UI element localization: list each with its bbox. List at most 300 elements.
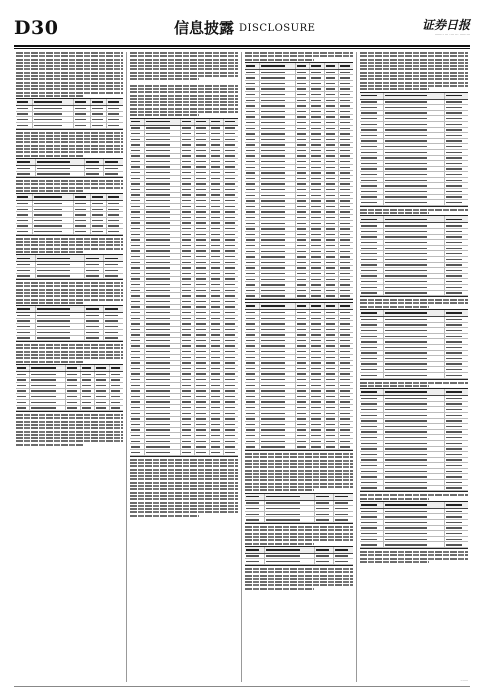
table-cell — [260, 187, 296, 192]
table-cell — [16, 172, 36, 177]
table-cell — [360, 424, 384, 429]
table-cell — [33, 123, 75, 128]
text-line — [130, 114, 199, 116]
table-cell — [339, 377, 353, 382]
table-cell — [145, 321, 181, 326]
text-line — [130, 104, 238, 106]
text-line — [360, 52, 468, 54]
table-row — [360, 200, 468, 206]
table-cell — [325, 227, 340, 232]
table-cell — [310, 333, 325, 338]
table-cell — [181, 428, 196, 433]
table-cell — [66, 406, 80, 411]
table-cell — [384, 263, 445, 268]
table-cell — [36, 319, 85, 324]
table-cell — [224, 142, 238, 147]
table-cell — [91, 112, 108, 117]
table-cell — [210, 137, 225, 142]
table-cell — [339, 238, 353, 243]
table-cell — [224, 321, 238, 326]
table-cell — [260, 176, 296, 181]
table-cell — [325, 321, 340, 326]
table-cell — [296, 63, 311, 69]
text-line — [130, 469, 238, 471]
table-cell — [245, 361, 260, 366]
text-line — [245, 529, 353, 531]
table-cell — [85, 313, 105, 318]
table-cell — [360, 200, 384, 205]
text-line — [245, 59, 314, 61]
table-cell — [245, 271, 260, 276]
table-cell — [260, 383, 296, 388]
table-cell — [445, 189, 468, 194]
table-cell — [181, 187, 196, 192]
table-cell — [325, 316, 340, 321]
table-cell — [130, 344, 145, 349]
table-cell — [210, 271, 225, 276]
table-cell — [310, 294, 325, 299]
table-cell — [85, 166, 105, 171]
table-cell — [210, 282, 225, 287]
table-cell — [296, 271, 311, 276]
table-cell — [130, 249, 145, 254]
table-cell — [181, 333, 196, 338]
table-cell — [245, 383, 260, 388]
table-cell — [181, 210, 196, 215]
table-cell — [339, 417, 353, 422]
table-cell — [16, 166, 36, 171]
table-cell — [195, 221, 210, 226]
table-cell — [16, 336, 36, 341]
table-cell — [260, 349, 296, 354]
text-line — [130, 482, 238, 484]
table-cell — [245, 405, 260, 410]
text-line — [360, 212, 429, 214]
table-cell — [195, 137, 210, 142]
table-cell — [224, 400, 238, 405]
text-line — [16, 357, 123, 359]
table-cell — [91, 218, 108, 223]
table-cell — [384, 413, 445, 418]
table-row — [16, 229, 123, 235]
table-cell — [325, 120, 340, 125]
table-cell — [145, 439, 181, 444]
table-cell — [245, 165, 260, 170]
table-cell — [181, 182, 196, 187]
table-cell — [195, 411, 210, 416]
table-cell — [445, 458, 468, 463]
text-line — [16, 292, 123, 294]
table-cell — [130, 182, 145, 187]
table-cell — [36, 336, 85, 341]
table-cell — [181, 148, 196, 153]
table-cell — [260, 344, 296, 349]
table-cell — [245, 227, 260, 232]
table-cell — [181, 327, 196, 332]
table-cell — [195, 366, 210, 371]
table-cell — [339, 361, 353, 366]
text-line — [130, 459, 238, 461]
table-cell — [325, 109, 340, 114]
table-cell — [195, 293, 210, 298]
table-cell — [66, 365, 80, 371]
table-cell — [210, 344, 225, 349]
table-cell — [310, 428, 325, 433]
table-cell — [339, 137, 353, 142]
table-cell — [181, 439, 196, 444]
header-rule-thin — [14, 48, 470, 49]
table-cell — [339, 210, 353, 215]
table-cell — [81, 394, 95, 399]
table-cell — [310, 439, 325, 444]
table-cell — [145, 310, 181, 315]
table-cell — [181, 377, 196, 382]
table-cell — [360, 469, 384, 474]
table-cell — [445, 93, 468, 99]
table-cell — [260, 338, 296, 343]
text-line — [360, 78, 468, 80]
table-cell — [260, 126, 296, 131]
table-cell — [384, 100, 445, 105]
table-cell — [325, 417, 340, 422]
table-cell — [310, 344, 325, 349]
table-cell — [325, 87, 340, 92]
table-cell — [296, 260, 311, 265]
table-cell — [384, 509, 445, 514]
table-cell — [181, 383, 196, 388]
table-cell — [181, 417, 196, 422]
table-cell — [260, 277, 296, 282]
table-cell — [384, 407, 445, 412]
table-cell — [265, 517, 315, 522]
table-cell — [16, 330, 36, 335]
table-cell — [130, 372, 145, 377]
table-cell — [74, 212, 91, 217]
table-cell — [33, 207, 75, 212]
table-cell — [360, 161, 384, 166]
table-cell — [325, 238, 340, 243]
table-cell — [296, 92, 311, 97]
table-cell — [145, 405, 181, 410]
table-cell — [339, 444, 353, 449]
table-cell — [245, 249, 260, 254]
text-line — [130, 111, 238, 113]
table-cell — [66, 378, 80, 383]
table-cell — [325, 215, 340, 220]
table-cell — [145, 433, 181, 438]
table-cell — [296, 187, 311, 192]
table-cell — [296, 294, 311, 299]
text-line — [245, 473, 353, 475]
table-cell — [195, 277, 210, 282]
table-cell — [325, 377, 340, 382]
table-cell — [339, 70, 353, 75]
table-cell — [224, 215, 238, 220]
table-cell — [130, 159, 145, 164]
table-cell — [310, 159, 325, 164]
table-cell — [334, 554, 353, 559]
text-line — [245, 486, 353, 488]
table-cell — [224, 243, 238, 248]
table-cell — [384, 116, 445, 121]
table-cell — [339, 333, 353, 338]
table-cell — [210, 433, 225, 438]
table-cell — [360, 351, 384, 356]
table-cell — [245, 238, 260, 243]
table-cell — [360, 452, 384, 457]
table-cell — [181, 444, 196, 449]
table-cell — [360, 480, 384, 485]
table-cell — [210, 215, 225, 220]
table-cell — [81, 372, 95, 377]
table-cell — [325, 176, 340, 181]
table-cell — [445, 328, 468, 333]
table-cell — [384, 279, 445, 284]
table-cell — [360, 116, 384, 121]
text-line — [360, 59, 468, 61]
table-cell — [360, 229, 384, 234]
text-line — [130, 508, 238, 510]
table-cell — [195, 193, 210, 198]
table-header-row — [360, 216, 468, 223]
table-cell — [195, 444, 210, 449]
table-cell — [296, 383, 311, 388]
table-cell — [310, 271, 325, 276]
table-row — [245, 559, 353, 565]
table-cell — [36, 262, 85, 267]
table-cell — [245, 148, 260, 153]
table-cell — [339, 254, 353, 259]
table-cell — [16, 319, 36, 324]
table-cell — [74, 224, 91, 229]
table-cell — [325, 266, 340, 271]
table-cell — [181, 238, 196, 243]
table-cell — [296, 405, 311, 410]
table-cell — [384, 542, 445, 547]
table-cell — [445, 240, 468, 245]
table-cell — [181, 422, 196, 427]
table-cell — [245, 310, 260, 315]
table-cell — [224, 126, 238, 131]
table-cell — [310, 411, 325, 416]
table-cell — [260, 361, 296, 366]
table-cell — [181, 265, 196, 270]
table-cell — [145, 254, 181, 259]
table-cell — [339, 394, 353, 399]
table-cell — [339, 63, 353, 69]
table-cell — [339, 193, 353, 198]
table-cell — [384, 150, 445, 155]
table-cell — [384, 419, 445, 424]
text-line — [16, 444, 84, 446]
table-cell — [36, 274, 85, 279]
table-cell — [296, 165, 311, 170]
table-cell — [210, 450, 225, 455]
table-cell — [296, 355, 311, 360]
table-cell — [315, 501, 335, 506]
table-cell — [145, 187, 181, 192]
table-cell — [325, 361, 340, 366]
table-cell — [296, 137, 311, 142]
table-cell — [445, 144, 468, 149]
table-cell — [384, 144, 445, 149]
data-table — [360, 92, 468, 207]
text-line — [130, 472, 238, 474]
table-cell — [384, 447, 445, 452]
table-cell — [130, 165, 145, 170]
table-cell — [360, 323, 384, 328]
table-cell — [296, 87, 311, 92]
table-cell — [360, 178, 384, 183]
table-cell — [245, 120, 260, 125]
table-cell — [310, 316, 325, 321]
table-cell — [30, 394, 66, 399]
table-cell — [130, 232, 145, 237]
table-cell — [339, 126, 353, 131]
table-cell — [260, 221, 296, 226]
table-cell — [296, 411, 311, 416]
table-cell — [384, 139, 445, 144]
table-cell — [360, 402, 384, 407]
text-line — [16, 151, 123, 153]
table-cell — [296, 277, 311, 282]
table-cell — [130, 433, 145, 438]
table-cell — [130, 305, 145, 310]
table-cell — [325, 288, 340, 293]
table-cell — [296, 143, 311, 148]
table-header-row — [360, 310, 468, 317]
table-cell — [445, 139, 468, 144]
table-cell — [16, 394, 30, 399]
table-cell — [445, 402, 468, 407]
table-cell — [310, 260, 325, 265]
table-cell — [445, 161, 468, 166]
table-cell — [296, 327, 311, 332]
table-cell — [145, 305, 181, 310]
table-cell — [445, 100, 468, 105]
table-cell — [130, 450, 145, 455]
table-cell — [210, 277, 225, 282]
table-row — [360, 542, 468, 548]
header-rule — [14, 45, 470, 47]
text-line — [360, 72, 468, 74]
text-line — [16, 437, 123, 439]
table-cell — [384, 189, 445, 194]
table-cell — [339, 87, 353, 92]
text-line — [245, 456, 353, 458]
table-cell — [445, 435, 468, 440]
table-cell — [339, 389, 353, 394]
table-cell — [384, 356, 445, 361]
table-cell — [260, 215, 296, 220]
table-cell — [260, 394, 296, 399]
table-cell — [181, 433, 196, 438]
table-cell — [195, 282, 210, 287]
table-cell — [325, 187, 340, 192]
text-line — [16, 132, 123, 134]
table-cell — [210, 142, 225, 147]
table-cell — [325, 115, 340, 120]
table-cell — [325, 444, 340, 449]
table-cell — [130, 198, 145, 203]
table-cell — [33, 99, 75, 105]
data-table — [16, 364, 123, 412]
table-cell — [360, 100, 384, 105]
table-cell — [181, 299, 196, 304]
table-cell — [384, 389, 445, 395]
table-cell — [260, 232, 296, 237]
table-cell — [224, 165, 238, 170]
table-row — [360, 486, 468, 492]
table-cell — [107, 212, 123, 217]
table-cell — [310, 266, 325, 271]
table-cell — [445, 419, 468, 424]
table-cell — [245, 512, 265, 517]
table-cell — [384, 183, 445, 188]
table-cell — [130, 299, 145, 304]
table-cell — [245, 377, 260, 382]
table-cell — [210, 165, 225, 170]
table-cell — [296, 109, 311, 114]
table-cell — [315, 494, 335, 500]
table-cell — [339, 148, 353, 153]
table-cell — [260, 417, 296, 422]
table-cell — [445, 274, 468, 279]
table-cell — [107, 106, 123, 111]
table-cell — [195, 400, 210, 405]
table-cell — [339, 98, 353, 103]
table-cell — [384, 128, 445, 133]
table-cell — [210, 321, 225, 326]
table-cell — [445, 520, 468, 525]
table-cell — [260, 243, 296, 248]
table-cell — [296, 254, 311, 259]
table-cell — [360, 216, 384, 222]
table-cell — [81, 378, 95, 383]
table-cell — [325, 411, 340, 416]
text-line — [130, 502, 238, 504]
table-cell — [315, 554, 335, 559]
table-cell — [445, 111, 468, 116]
table-cell — [360, 396, 384, 401]
table-cell — [224, 299, 238, 304]
text-line — [16, 282, 123, 284]
table-cell — [145, 333, 181, 338]
table-cell — [195, 333, 210, 338]
table-cell — [224, 232, 238, 237]
table-cell — [104, 324, 123, 329]
table-cell — [245, 428, 260, 433]
table-cell — [260, 411, 296, 416]
data-table — [16, 193, 123, 236]
table-cell — [265, 554, 315, 559]
table-cell — [310, 394, 325, 399]
table-cell — [360, 441, 384, 446]
text-line — [245, 55, 353, 57]
table-cell — [16, 365, 30, 371]
table-cell — [145, 249, 181, 254]
table-cell — [145, 450, 181, 455]
text-line — [130, 511, 238, 513]
table-cell — [145, 383, 181, 388]
table-cell — [245, 204, 260, 209]
table-cell — [310, 199, 325, 204]
table-cell — [325, 199, 340, 204]
table-cell — [224, 344, 238, 349]
table-cell — [66, 372, 80, 377]
table-cell — [445, 469, 468, 474]
table-cell — [360, 111, 384, 116]
